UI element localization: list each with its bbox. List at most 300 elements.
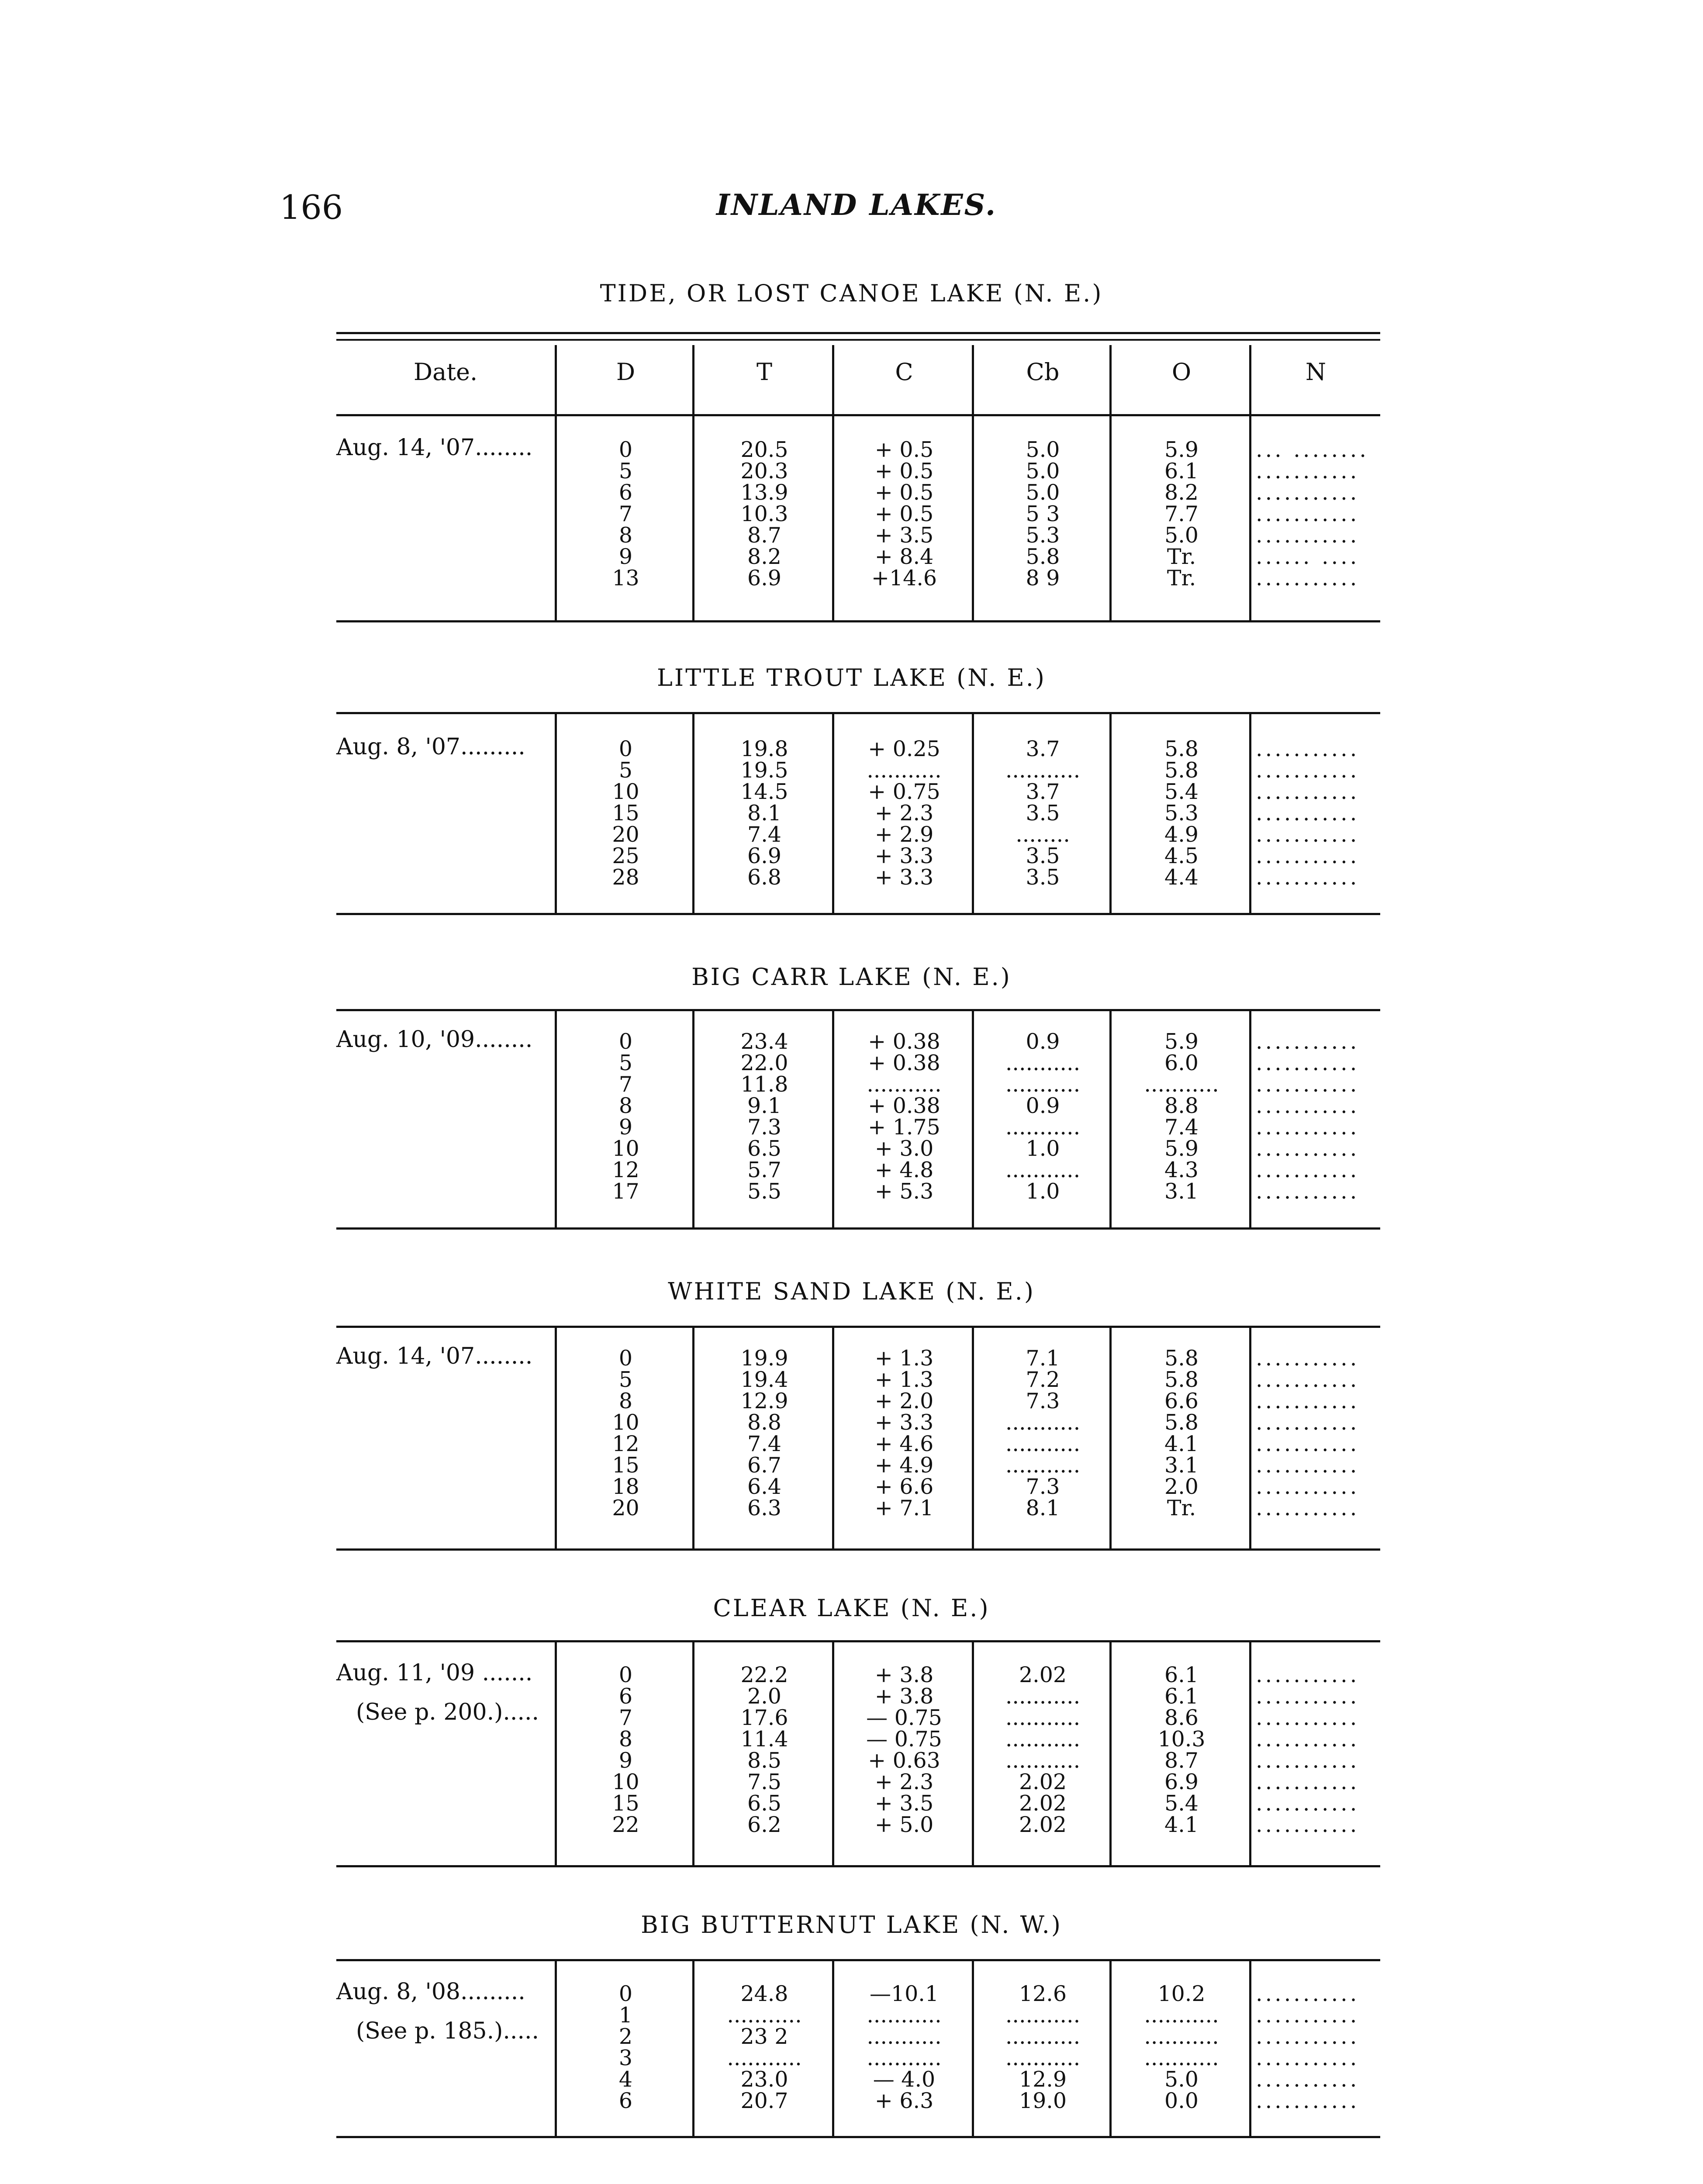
table-cell: + 6.6 <box>874 1474 934 1499</box>
table-cell: 5 <box>618 1051 633 1075</box>
table-cell: 20.5 <box>740 437 788 462</box>
table-cell: 10 <box>612 1136 639 1161</box>
table-cell: 9 <box>618 1748 633 1773</box>
table-cell: 6.0 <box>1164 1051 1199 1075</box>
table-cell: 23 2 <box>740 2024 788 2049</box>
rule-bottom <box>336 1548 1380 1551</box>
table-cell: 2.02 <box>1019 1769 1067 1794</box>
rule-top <box>336 1959 1380 1961</box>
table-cell: ........... <box>1256 2024 1360 2049</box>
table-cell: ........... <box>1005 1072 1081 1097</box>
table-cell: 6.1 <box>1164 1662 1199 1687</box>
table-cell: + 0.63 <box>868 1748 940 1773</box>
table-cell: + 0.38 <box>868 1029 940 1054</box>
table-cell: 0 <box>618 437 633 462</box>
table-cell: 7.2 <box>1026 1367 1060 1392</box>
table-cell: ........... <box>1005 2024 1081 2049</box>
table-cell: + 2.3 <box>874 1769 934 1794</box>
table-title: TIDE, OR LOST CANOE LAKE (N. E.) <box>600 280 1103 307</box>
table-cell: 8.5 <box>747 1748 781 1773</box>
table-cell: ........... <box>1005 1431 1081 1456</box>
table-cell: ........... <box>1256 1410 1360 1435</box>
oxygen-column <box>1112 1031 1251 1202</box>
table-cell: 8.1 <box>747 801 781 826</box>
table-cell: 4 <box>618 2067 633 2092</box>
table-cell: 12 <box>612 1158 639 1182</box>
table-cell: ........... <box>1256 865 1360 890</box>
table-cell: + 5.0 <box>874 1812 934 1837</box>
table-cell: 28 <box>612 865 639 890</box>
table-cell: 8.7 <box>1164 1748 1199 1773</box>
table-cell: + 4.9 <box>874 1453 934 1478</box>
table-cell: ........... <box>1005 2046 1081 2070</box>
table-cell: 5.0 <box>1026 459 1060 484</box>
table-cell: 3.1 <box>1164 1179 1199 1204</box>
date-label: Aug. 10, '09........ <box>336 1026 533 1053</box>
table-cell: + 3.0 <box>874 1136 934 1161</box>
table-cell: 8 <box>618 1389 633 1413</box>
table-cell: ........... <box>1256 801 1360 826</box>
running-head: INLAND LAKES. <box>716 188 997 222</box>
table-cell: 23.4 <box>740 1029 788 1054</box>
temperature-column <box>694 439 834 589</box>
table-cell: 20 <box>612 822 639 847</box>
table-cell: ........... <box>1005 758 1081 783</box>
table-cell: 10 <box>612 779 639 804</box>
table-cell: ........... <box>1256 1981 1360 2006</box>
table-cell: 0 <box>618 1981 633 2006</box>
table-cell: 7 <box>618 501 633 526</box>
table-cell: + 0.38 <box>868 1051 940 1075</box>
table-cell: 4.3 <box>1164 1158 1199 1182</box>
table-cell: 3.5 <box>1026 865 1060 890</box>
table-cell: Tr. <box>1167 544 1196 569</box>
table-cell: ........... <box>1256 2046 1360 2070</box>
depth-column <box>557 439 694 589</box>
table-cell: 0 <box>618 736 633 761</box>
table-cell: 1.0 <box>1026 1179 1060 1204</box>
table-cell: 6.8 <box>747 865 781 890</box>
table-cell: + 2.0 <box>874 1389 934 1413</box>
table-cell: 3.7 <box>1026 736 1060 761</box>
table-cell: 20 <box>612 1496 639 1521</box>
table-cell: 3 <box>618 2046 633 2070</box>
table-cell: 12.9 <box>740 1389 788 1413</box>
table-cell: ........... <box>1005 2003 1081 2028</box>
see-page-note: (See p. 200.)..... <box>356 1699 539 1725</box>
table-cell: + 0.25 <box>868 736 940 761</box>
table-cell: 13 <box>612 566 639 591</box>
table-cell: 7.4 <box>747 1431 781 1456</box>
table-cell: 18 <box>612 1474 639 1499</box>
table-cell: ........... <box>1144 2046 1219 2070</box>
table-cell: ........... <box>867 2046 942 2070</box>
table-cell: 5.3 <box>1164 801 1199 826</box>
table-cell: 17 <box>612 1179 639 1204</box>
table-cell: + 2.9 <box>874 822 934 847</box>
table-title: LITTLE TROUT LAKE (N. E.) <box>657 664 1046 691</box>
table-cell: 20.7 <box>740 2088 788 2113</box>
table-cell: ........... <box>1144 1072 1219 1097</box>
table-cell: 5.0 <box>1164 523 1199 548</box>
table-cell: 0 <box>618 1662 633 1687</box>
table-cell: 3.5 <box>1026 801 1060 826</box>
table-cell: 4.9 <box>1164 822 1199 847</box>
table-cell: 10.3 <box>740 501 788 526</box>
table-cell: 5.3 <box>1026 523 1060 548</box>
table-cell: 2.02 <box>1019 1791 1067 1816</box>
table-cell: 5.9 <box>1164 437 1199 462</box>
co2-column <box>834 439 974 589</box>
table-cell: + 0.5 <box>874 437 934 462</box>
co2-column <box>834 1664 974 1835</box>
table-cell: 3.5 <box>1026 843 1060 868</box>
table-cell: —10.1 <box>869 1981 939 2006</box>
table-cell: ........... <box>1256 1727 1360 1752</box>
rule-bottom <box>336 620 1380 622</box>
oxygen-column <box>1112 439 1251 589</box>
co2-column <box>834 1031 974 1202</box>
table-cell: ........... <box>1256 843 1360 868</box>
table-cell: ........... <box>1256 2088 1360 2113</box>
table-cell: ........... <box>1256 566 1360 591</box>
table-cell: 6.1 <box>1164 1684 1199 1709</box>
nitrogen-column <box>1256 1348 1359 1519</box>
table-cell: + 1.75 <box>868 1115 940 1140</box>
table-cell: 5.8 <box>1164 1367 1199 1392</box>
depth-column <box>557 1031 694 1202</box>
date-label: Aug. 11, '09 ....... <box>336 1660 533 1686</box>
table-cell: 8.8 <box>1164 1093 1199 1118</box>
table-cell: 4.5 <box>1164 843 1199 868</box>
table-cell: 8 9 <box>1026 566 1060 591</box>
table-cell: 23.0 <box>740 2067 788 2092</box>
table-cell: ........... <box>1256 779 1360 804</box>
co2-column <box>834 738 974 888</box>
table-cell: 7.3 <box>1026 1389 1060 1413</box>
table-cell: ........... <box>1144 2003 1219 2028</box>
table-cell: ........... <box>1005 1705 1081 1730</box>
table-cell: ........... <box>727 2003 802 2028</box>
page-number: 166 <box>280 188 343 227</box>
table-cell: 5.8 <box>1164 1410 1199 1435</box>
table-cell: ........... <box>1005 1158 1081 1182</box>
table-cell: 5.0 <box>1164 2067 1199 2092</box>
header-date: Date. <box>413 358 478 386</box>
table-cell: ........... <box>1256 1115 1360 1140</box>
date-label: Aug. 8, '07......... <box>336 734 525 760</box>
rule-bottom <box>336 913 1380 915</box>
table-cell: 7 <box>618 1072 633 1097</box>
table-cell: ........... <box>1256 1769 1360 1794</box>
table-cell: 6.3 <box>747 1496 781 1521</box>
table-cell: 15 <box>612 1453 639 1478</box>
table-cell: 5.7 <box>747 1158 781 1182</box>
table-cell: 22.2 <box>740 1662 788 1687</box>
table-cell: 5.4 <box>1164 1791 1199 1816</box>
table-title: BIG CARR LAKE (N. E.) <box>691 963 1012 991</box>
table-cell: 0 <box>618 1029 633 1054</box>
table-cell: ........... <box>1256 1346 1360 1371</box>
table-cell: 7.4 <box>747 822 781 847</box>
table-cell: ........... <box>1256 480 1360 505</box>
table-cell: ........... <box>1256 758 1360 783</box>
table-cell: 2.0 <box>747 1684 781 1709</box>
depth-column <box>557 1348 694 1519</box>
table-cell: 19.0 <box>1019 2088 1067 2113</box>
table-cell: ........... <box>1256 1051 1360 1075</box>
rule-bottom <box>336 1865 1380 1867</box>
table-cell: 20.3 <box>740 459 788 484</box>
table-cell: 19.5 <box>740 758 788 783</box>
temperature-column <box>694 738 834 888</box>
table-cell: ........... <box>867 758 942 783</box>
table-cell: 5 <box>618 758 633 783</box>
table-cell: 6.9 <box>747 843 781 868</box>
co2-column <box>834 1983 974 2111</box>
table-cell: + 3.3 <box>874 1410 934 1435</box>
table-cell: ........... <box>1256 1093 1360 1118</box>
table-cell: ........... <box>1256 2003 1360 2028</box>
see-page-note: (See p. 185.)..... <box>356 2018 539 2044</box>
table-cell: 5 <box>618 1367 633 1392</box>
table-cell: 7.3 <box>1026 1474 1060 1499</box>
carbonate-column <box>974 738 1112 888</box>
table-cell: ........... <box>1005 1453 1081 1478</box>
table-cell: ........... <box>1005 1410 1081 1435</box>
table-cell: ........... <box>867 2003 942 2028</box>
table-cell: + 0.5 <box>874 501 934 526</box>
table-cell: ........... <box>1256 2067 1360 2092</box>
table-cell: ........... <box>1256 1453 1360 1478</box>
carbonate-column <box>974 1983 1112 2111</box>
carbonate-column <box>974 1664 1112 1835</box>
table-cell: 19.4 <box>740 1367 788 1392</box>
table-cell: 7.7 <box>1164 501 1199 526</box>
temperature-column <box>694 1664 834 1835</box>
table-cell: 6 <box>618 1684 633 1709</box>
table-cell: ........... <box>1256 1791 1360 1816</box>
table-cell: 2.02 <box>1019 1662 1067 1687</box>
table-cell: ........... <box>1256 1684 1360 1709</box>
table-cell: ... ........ <box>1256 437 1369 462</box>
table-cell: 8.1 <box>1026 1496 1060 1521</box>
table-cell: 6.2 <box>747 1812 781 1837</box>
table-cell: 5.0 <box>1026 437 1060 462</box>
table-cell: 9.1 <box>747 1093 781 1118</box>
table-cell: 2.0 <box>1164 1474 1199 1499</box>
header-o: O <box>1171 358 1192 386</box>
rule-top <box>336 1640 1380 1642</box>
table-cell: 6 <box>618 480 633 505</box>
table-cell: ........ <box>1016 822 1070 847</box>
table-cell: 5.8 <box>1164 758 1199 783</box>
table-cell: ........... <box>1005 1051 1081 1075</box>
table-cell: + 3.3 <box>874 843 934 868</box>
date-label: Aug. 14, '07........ <box>336 1343 533 1369</box>
table-cell: + 7.1 <box>874 1496 934 1521</box>
table-cell: 8.8 <box>747 1410 781 1435</box>
oxygen-column <box>1112 1664 1251 1835</box>
table-cell: 6.6 <box>1164 1389 1199 1413</box>
rule-top <box>336 1009 1380 1011</box>
header-d: D <box>616 358 636 386</box>
table-cell: +14.6 <box>871 566 937 591</box>
table-cell: 8.2 <box>747 544 781 569</box>
table-cell: — 0.75 <box>866 1705 942 1730</box>
table-cell: 19.9 <box>740 1346 788 1371</box>
oxygen-column <box>1112 1348 1251 1519</box>
table-cell: 8.6 <box>1164 1705 1199 1730</box>
table-cell: 13.9 <box>740 480 788 505</box>
table-cell: ........... <box>727 2046 802 2070</box>
table-cell: + 0.75 <box>868 779 940 804</box>
table-cell: + 8.4 <box>874 544 934 569</box>
co2-column <box>834 1348 974 1519</box>
table-cell: 8 <box>618 1093 633 1118</box>
table-cell: 6.4 <box>747 1474 781 1499</box>
table-cell: 1 <box>618 2003 633 2028</box>
table-cell: ........... <box>1256 1367 1360 1392</box>
table-cell: ........... <box>1256 1431 1360 1456</box>
table-cell: 4.1 <box>1164 1431 1199 1456</box>
header-t: T <box>756 358 773 386</box>
table-cell: + 3.5 <box>874 1791 934 1816</box>
carbonate-column <box>974 1348 1112 1519</box>
rule-bottom <box>336 1227 1380 1230</box>
table-cell: 8.2 <box>1164 480 1199 505</box>
table-cell: 12.9 <box>1019 2067 1067 2092</box>
table-cell: ........... <box>1256 1072 1360 1097</box>
table-cell: — 0.75 <box>866 1727 942 1752</box>
table-cell: ........... <box>1256 1496 1360 1521</box>
table-cell: — 4.0 <box>873 2067 936 2092</box>
table-cell: 5.0 <box>1026 480 1060 505</box>
nitrogen-column <box>1256 1983 1359 2111</box>
table-cell: 0 <box>618 1346 633 1371</box>
table-cell: 25 <box>612 843 639 868</box>
rule-top-2 <box>336 339 1380 341</box>
table-cell: + 2.3 <box>874 801 934 826</box>
table-cell: ........... <box>1005 1748 1081 1773</box>
table-cell: + 4.8 <box>874 1158 934 1182</box>
table-cell: 5.5 <box>747 1179 781 1204</box>
table-cell: 10.2 <box>1157 1981 1206 2006</box>
table-cell: 2.02 <box>1019 1812 1067 1837</box>
table-cell: 17.6 <box>740 1705 788 1730</box>
nitrogen-column <box>1256 1664 1359 1835</box>
table-cell: 24.8 <box>740 1981 788 2006</box>
table-cell: 10.3 <box>1157 1727 1206 1752</box>
table-cell: + 4.6 <box>874 1431 934 1456</box>
header-cb: Cb <box>1026 358 1060 386</box>
table-cell: 5.9 <box>1164 1136 1199 1161</box>
table-cell: + 6.3 <box>874 2088 934 2113</box>
table-cell: ........... <box>1256 1474 1360 1499</box>
table-cell: 5.8 <box>1164 736 1199 761</box>
date-label: Aug. 8, '08......... <box>336 1979 525 2005</box>
table-cell: ........... <box>1256 459 1360 484</box>
table-cell: ........... <box>1144 2024 1219 2049</box>
table-cell: ........... <box>1256 822 1360 847</box>
table-cell: + 3.8 <box>874 1662 934 1687</box>
date-label: Aug. 14, '07........ <box>336 435 533 461</box>
table-cell: 14.5 <box>740 779 788 804</box>
table-cell: + 1.3 <box>874 1346 934 1371</box>
table-cell: ........... <box>1256 1389 1360 1413</box>
table-cell: 6.7 <box>747 1453 781 1478</box>
table-cell: ........... <box>1256 1705 1360 1730</box>
table-title: CLEAR LAKE (N. E.) <box>713 1594 990 1622</box>
table-cell: ........... <box>1005 1115 1081 1140</box>
nitrogen-column <box>1256 439 1369 589</box>
table-title: BIG BUTTERNUT LAKE (N. W.) <box>641 1911 1062 1939</box>
carbonate-column <box>974 1031 1112 1202</box>
table-cell: ........... <box>1005 1727 1081 1752</box>
table-cell: 0.9 <box>1026 1093 1060 1118</box>
table-cell: 3.7 <box>1026 779 1060 804</box>
table-cell: 5 <box>618 459 633 484</box>
table-cell: ........... <box>1256 1812 1360 1837</box>
table-cell: ........... <box>1256 1158 1360 1182</box>
table-cell: 5.8 <box>1026 544 1060 569</box>
table-cell: 22 <box>612 1812 639 1837</box>
table-cell: + 0.38 <box>868 1093 940 1118</box>
table-cell: Tr. <box>1167 1496 1196 1521</box>
nitrogen-column <box>1256 1031 1359 1202</box>
header-rule <box>336 414 1380 416</box>
table-cell: 6.1 <box>1164 459 1199 484</box>
table-cell: + 3.5 <box>874 523 934 548</box>
rule-top <box>336 712 1380 714</box>
table-cell: ........... <box>867 1072 942 1097</box>
table-cell: ........... <box>1256 1136 1360 1161</box>
table-cell: ........... <box>1256 1179 1360 1204</box>
table-cell: 9 <box>618 1115 633 1140</box>
table-cell: ...... .... <box>1256 544 1360 569</box>
table-cell: ........... <box>1256 1662 1360 1687</box>
table-cell: + 1.3 <box>874 1367 934 1392</box>
table-cell: 15 <box>612 801 639 826</box>
table-cell: 8 <box>618 523 633 548</box>
temperature-column <box>694 1983 834 2111</box>
rule-top <box>336 1326 1380 1328</box>
table-cell: 11.4 <box>740 1727 788 1752</box>
table-cell: ........... <box>1256 1029 1360 1054</box>
table-cell: 4.4 <box>1164 865 1199 890</box>
table-cell: 7.4 <box>1164 1115 1199 1140</box>
table-cell: ........... <box>1256 736 1360 761</box>
temperature-column <box>694 1348 834 1519</box>
table-cell: 8 <box>618 1727 633 1752</box>
oxygen-column <box>1112 738 1251 888</box>
table-cell: + 5.3 <box>874 1179 934 1204</box>
table-cell: 5.9 <box>1164 1029 1199 1054</box>
temperature-column <box>694 1031 834 1202</box>
table-cell: 3.1 <box>1164 1453 1199 1478</box>
depth-column <box>557 1664 694 1835</box>
table-cell: 2 <box>618 2024 633 2049</box>
depth-column <box>557 738 694 888</box>
table-cell: 6.5 <box>747 1136 781 1161</box>
table-cell: 6.9 <box>747 566 781 591</box>
table-cell: 5.8 <box>1164 1346 1199 1371</box>
table-cell: 8.7 <box>747 523 781 548</box>
table-cell: 11.8 <box>740 1072 788 1097</box>
table-cell: 7.5 <box>747 1769 781 1794</box>
rule-bottom <box>336 2136 1380 2138</box>
header-c: C <box>895 358 913 386</box>
